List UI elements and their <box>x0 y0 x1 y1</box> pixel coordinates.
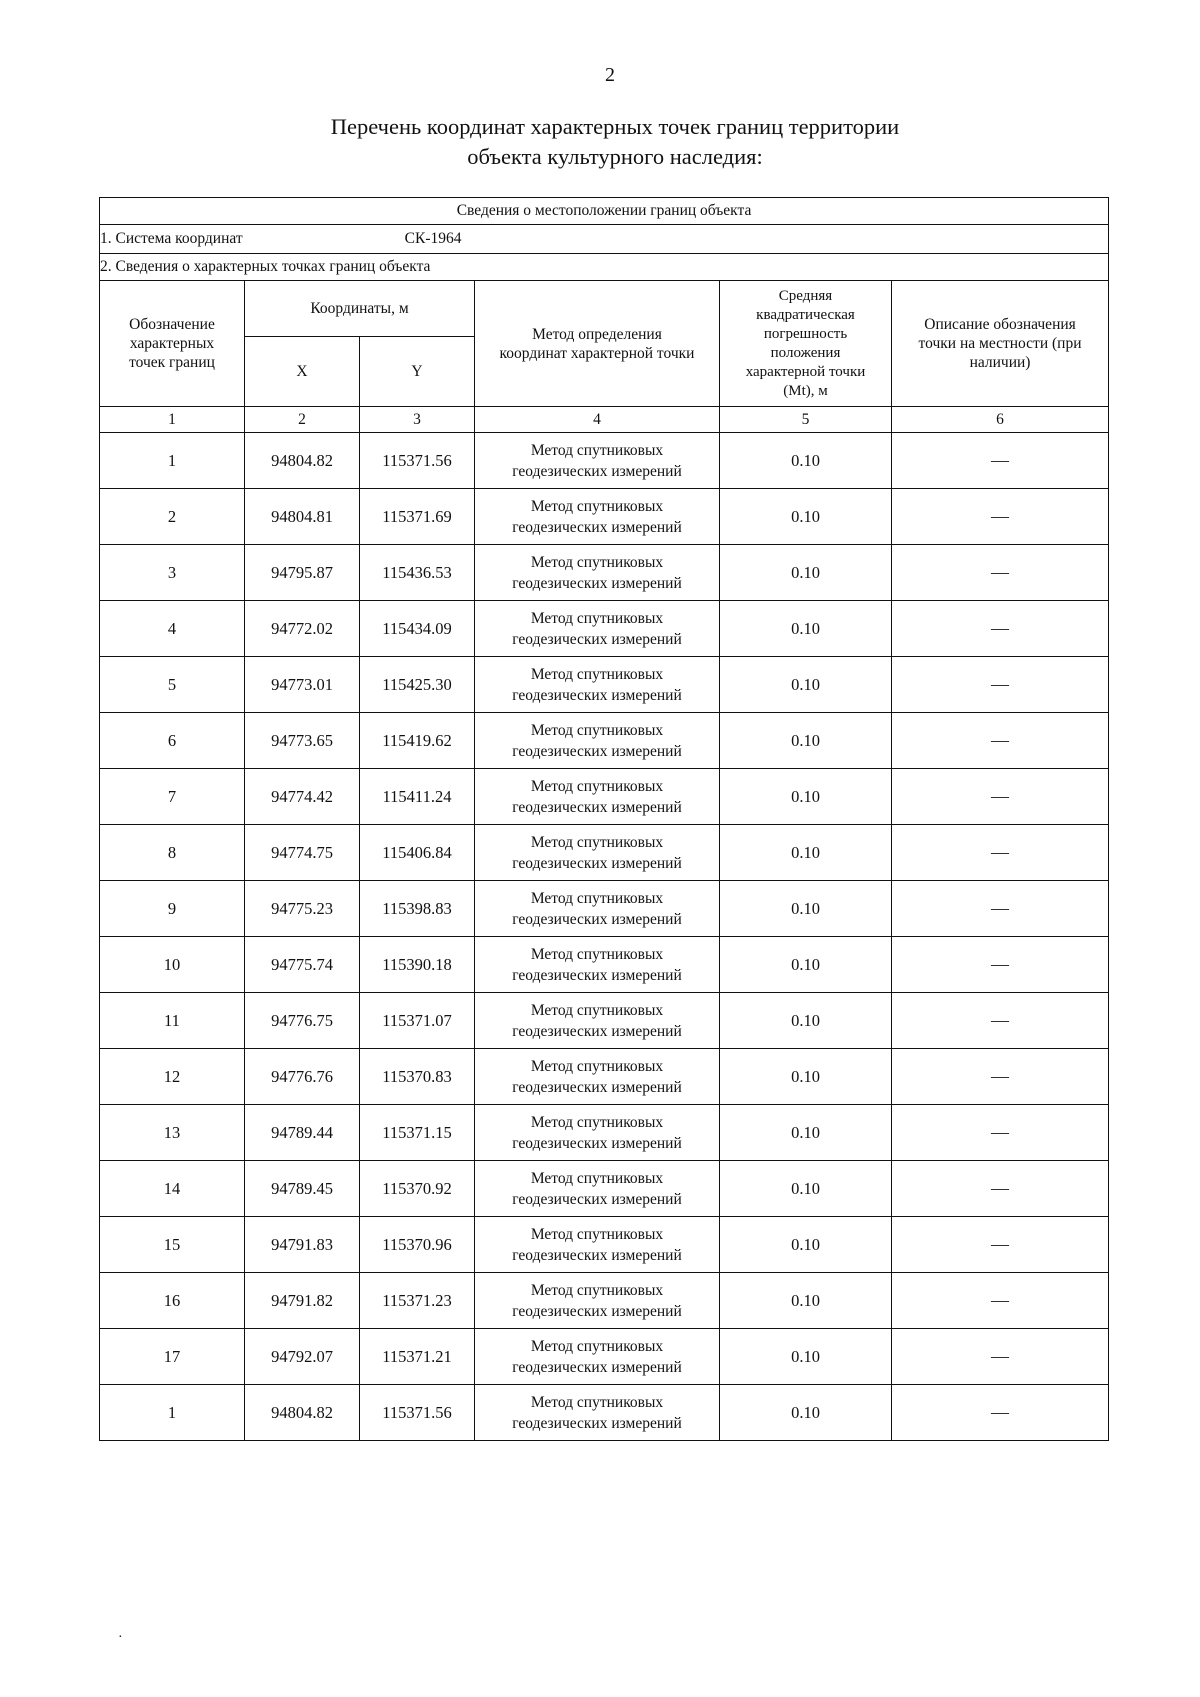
x-coordinate-cell: 94773.65 <box>245 713 360 769</box>
method-line: Метод спутниковых <box>530 441 664 459</box>
description-cell: — <box>892 881 1109 937</box>
table-row <box>100 825 1109 881</box>
table-row <box>100 545 1109 601</box>
table-row <box>100 433 1109 489</box>
accuracy-cell: 0.10 <box>720 769 892 825</box>
point-id-cell: 1 <box>100 1385 245 1441</box>
column-number: 1 <box>100 407 245 433</box>
method-line: геодезических измерений <box>512 462 682 480</box>
method-line: Метод спутниковых <box>530 1057 664 1075</box>
method-cell <box>475 937 720 993</box>
point-id-cell: 17 <box>100 1329 245 1385</box>
header-line: наличии) <box>969 354 1031 371</box>
x-coordinate-cell: 94792.07 <box>245 1329 360 1385</box>
accuracy-header <box>720 281 892 407</box>
method-cell <box>475 433 720 489</box>
method-line: Метод спутниковых <box>530 497 664 515</box>
y-coordinate-cell: 115371.23 <box>360 1273 475 1329</box>
accuracy-cell: 0.10 <box>720 1329 892 1385</box>
method-cell <box>475 713 720 769</box>
description-cell: — <box>892 489 1109 545</box>
point-id-cell: 3 <box>100 545 245 601</box>
table-row <box>100 489 1109 545</box>
method-cell <box>475 489 720 545</box>
description-cell: — <box>892 1217 1109 1273</box>
method-line: геодезических измерений <box>512 966 682 984</box>
method-line: Метод спутниковых <box>530 1113 664 1131</box>
table-row <box>100 769 1109 825</box>
y-coordinate-cell: 115419.62 <box>360 713 475 769</box>
method-cell <box>475 881 720 937</box>
x-coordinate-cell: 94773.01 <box>245 657 360 713</box>
page-number: 2 <box>605 64 615 86</box>
header-line: характерных <box>129 335 215 352</box>
method-line: геодезических измерений <box>512 1190 682 1208</box>
point-id-cell: 10 <box>100 937 245 993</box>
method-line: Метод спутниковых <box>530 833 664 851</box>
method-cell <box>475 657 720 713</box>
coordinates-header: Координаты, м <box>245 281 475 337</box>
description-cell: — <box>892 713 1109 769</box>
method-header <box>475 281 720 407</box>
point-id-cell: 11 <box>100 993 245 1049</box>
description-cell: — <box>892 545 1109 601</box>
point-id-cell: 2 <box>100 489 245 545</box>
y-coordinate-cell: 115371.15 <box>360 1105 475 1161</box>
method-cell <box>475 545 720 601</box>
method-cell <box>475 1161 720 1217</box>
accuracy-cell: 0.10 <box>720 433 892 489</box>
description-cell: — <box>892 1273 1109 1329</box>
title-line: Перечень координат характерных точек границ территории <box>330 114 900 139</box>
coord-system-row <box>100 225 1109 254</box>
x-coordinate-cell: 94775.23 <box>245 881 360 937</box>
y-coordinate-cell: 115371.07 <box>360 993 475 1049</box>
y-coordinate-cell: 115434.09 <box>360 601 475 657</box>
column-header-row <box>100 281 1109 337</box>
accuracy-cell: 0.10 <box>720 1049 892 1105</box>
accuracy-cell: 0.10 <box>720 937 892 993</box>
coordinates-table <box>99 197 1109 1441</box>
method-line: геодезических измерений <box>512 1134 682 1152</box>
y-coordinate-cell: 115370.92 <box>360 1161 475 1217</box>
point-id-cell: 12 <box>100 1049 245 1105</box>
y-coordinate-cell: 115436.53 <box>360 545 475 601</box>
method-line: Метод спутниковых <box>530 1225 664 1243</box>
method-line: Метод спутниковых <box>530 945 664 963</box>
point-id-cell: 1 <box>100 433 245 489</box>
accuracy-cell: 0.10 <box>720 545 892 601</box>
accuracy-cell: 0.10 <box>720 601 892 657</box>
y-coordinate-cell: 115370.83 <box>360 1049 475 1105</box>
description-header <box>892 281 1109 407</box>
header-line: характерной точки <box>745 363 866 380</box>
x-coordinate-cell: 94789.45 <box>245 1161 360 1217</box>
description-cell: — <box>892 1049 1109 1105</box>
point-id-cell: 4 <box>100 601 245 657</box>
y-coordinate-cell: 115371.21 <box>360 1329 475 1385</box>
x-coordinate-cell: 94774.75 <box>245 825 360 881</box>
description-cell: — <box>892 937 1109 993</box>
title-line: объекта культурного наследия: <box>467 144 763 169</box>
method-cell <box>475 1105 720 1161</box>
section-header-row <box>100 198 1109 225</box>
point-id-cell: 6 <box>100 713 245 769</box>
y-coordinate-cell: 115371.69 <box>360 489 475 545</box>
accuracy-cell: 0.10 <box>720 993 892 1049</box>
y-coordinate-cell: 115425.30 <box>360 657 475 713</box>
method-cell <box>475 1217 720 1273</box>
y-header: Y <box>360 337 475 407</box>
method-cell <box>475 1385 720 1441</box>
y-coordinate-cell: 115411.24 <box>360 769 475 825</box>
method-line: геодезических измерений <box>512 1414 682 1432</box>
method-line: геодезических измерений <box>512 854 682 872</box>
footer-mark: · <box>118 1630 123 1645</box>
method-line: геодезических измерений <box>512 742 682 760</box>
method-cell <box>475 1273 720 1329</box>
method-line: Метод спутниковых <box>530 777 664 795</box>
description-cell: — <box>892 1105 1109 1161</box>
description-cell: — <box>892 1329 1109 1385</box>
accuracy-cell: 0.10 <box>720 1273 892 1329</box>
table-row <box>100 1161 1109 1217</box>
section-header: Сведения о местоположении границ объекта <box>100 198 1109 225</box>
header-line: Описание обозначения <box>924 316 1076 333</box>
accuracy-cell: 0.10 <box>720 489 892 545</box>
designation-header <box>100 281 245 407</box>
table-row <box>100 657 1109 713</box>
header-line: точек границ <box>129 354 215 371</box>
accuracy-cell: 0.10 <box>720 881 892 937</box>
method-cell <box>475 1049 720 1105</box>
x-coordinate-cell: 94776.76 <box>245 1049 360 1105</box>
x-coordinate-cell: 94804.81 <box>245 489 360 545</box>
points-header-row <box>100 254 1109 281</box>
method-line: геодезических измерений <box>512 1022 682 1040</box>
x-coordinate-cell: 94804.82 <box>245 1385 360 1441</box>
accuracy-cell: 0.10 <box>720 1217 892 1273</box>
x-coordinate-cell: 94804.82 <box>245 433 360 489</box>
column-number: 4 <box>475 407 720 433</box>
method-line: Метод спутниковых <box>530 553 664 571</box>
table-row <box>100 881 1109 937</box>
accuracy-cell: 0.10 <box>720 1161 892 1217</box>
method-cell <box>475 601 720 657</box>
x-coordinate-cell: 94795.87 <box>245 545 360 601</box>
method-line: Метод спутниковых <box>530 665 664 683</box>
method-cell <box>475 769 720 825</box>
column-number: 5 <box>720 407 892 433</box>
method-line: Метод спутниковых <box>530 609 664 627</box>
method-line: Метод спутниковых <box>530 889 664 907</box>
y-coordinate-cell: 115398.83 <box>360 881 475 937</box>
table-row <box>100 1217 1109 1273</box>
method-line: Метод спутниковых <box>530 1337 664 1355</box>
table-row <box>100 1329 1109 1385</box>
points-header: 2. Сведения о характерных точках границ объекта <box>100 254 1109 281</box>
method-cell <box>475 825 720 881</box>
method-line: Метод спутниковых <box>530 721 664 739</box>
y-coordinate-cell: 115371.56 <box>360 1385 475 1441</box>
accuracy-cell: 0.10 <box>720 1385 892 1441</box>
method-line: геодезических измерений <box>512 910 682 928</box>
coord-system-value: СК-1964 <box>404 230 462 247</box>
method-line: геодезических измерений <box>512 1302 682 1320</box>
description-cell: — <box>892 993 1109 1049</box>
document-title <box>0 112 1200 172</box>
point-id-cell: 5 <box>100 657 245 713</box>
description-cell: — <box>892 433 1109 489</box>
header-line: (Mt), м <box>783 382 828 399</box>
accuracy-cell: 0.10 <box>720 1105 892 1161</box>
point-id-cell: 15 <box>100 1217 245 1273</box>
description-cell: — <box>892 1161 1109 1217</box>
column-numbers-row <box>100 407 1109 433</box>
accuracy-cell: 0.10 <box>720 825 892 881</box>
column-number: 6 <box>892 407 1109 433</box>
method-line: геодезических измерений <box>512 1246 682 1264</box>
x-coordinate-cell: 94789.44 <box>245 1105 360 1161</box>
y-coordinate-cell: 115371.56 <box>360 433 475 489</box>
point-id-cell: 7 <box>100 769 245 825</box>
x-coordinate-cell: 94791.83 <box>245 1217 360 1273</box>
x-coordinate-cell: 94791.82 <box>245 1273 360 1329</box>
y-coordinate-cell: 115390.18 <box>360 937 475 993</box>
table-row <box>100 1105 1109 1161</box>
table-row <box>100 993 1109 1049</box>
header-line: Метод определения <box>532 325 662 343</box>
table-row <box>100 1385 1109 1441</box>
method-line: геодезических измерений <box>512 518 682 536</box>
x-header: X <box>245 337 360 407</box>
header-line: Средняя <box>778 287 833 304</box>
column-number: 2 <box>245 407 360 433</box>
method-line: геодезических измерений <box>512 1078 682 1096</box>
description-cell: — <box>892 825 1109 881</box>
x-coordinate-cell: 94775.74 <box>245 937 360 993</box>
table-row <box>100 937 1109 993</box>
method-line: Метод спутниковых <box>530 1001 664 1019</box>
x-coordinate-cell: 94776.75 <box>245 993 360 1049</box>
table-row <box>100 601 1109 657</box>
method-line: Метод спутниковых <box>530 1169 664 1187</box>
point-id-cell: 9 <box>100 881 245 937</box>
point-id-cell: 8 <box>100 825 245 881</box>
table-row <box>100 1049 1109 1105</box>
coord-system-label: 1. Система координат <box>100 230 243 247</box>
method-line: геодезических измерений <box>512 630 682 648</box>
header-line: координат характерной точки <box>499 344 695 362</box>
method-line: Метод спутниковых <box>530 1393 664 1411</box>
method-line: Метод спутниковых <box>530 1281 664 1299</box>
method-line: геодезических измерений <box>512 1358 682 1376</box>
y-coordinate-cell: 115406.84 <box>360 825 475 881</box>
accuracy-cell: 0.10 <box>720 657 892 713</box>
method-line: геодезических измерений <box>512 574 682 592</box>
method-line: геодезических измерений <box>512 798 682 816</box>
header-line: погрешность <box>763 325 848 342</box>
header-line: квадратическая <box>756 306 855 323</box>
description-cell: — <box>892 769 1109 825</box>
point-id-cell: 13 <box>100 1105 245 1161</box>
point-id-cell: 16 <box>100 1273 245 1329</box>
description-cell: — <box>892 657 1109 713</box>
description-cell: — <box>892 601 1109 657</box>
y-coordinate-cell: 115370.96 <box>360 1217 475 1273</box>
table-row <box>100 1273 1109 1329</box>
coord-system-cell <box>100 225 1109 254</box>
header-line: положения <box>770 344 841 361</box>
point-id-cell: 14 <box>100 1161 245 1217</box>
column-number: 3 <box>360 407 475 433</box>
method-line: геодезических измерений <box>512 686 682 704</box>
method-cell <box>475 993 720 1049</box>
x-coordinate-cell: 94772.02 <box>245 601 360 657</box>
header-line: точки на местности (при <box>918 335 1082 352</box>
header-line: Обозначение <box>129 316 215 333</box>
table-row <box>100 713 1109 769</box>
description-cell: — <box>892 1385 1109 1441</box>
accuracy-cell: 0.10 <box>720 713 892 769</box>
x-coordinate-cell: 94774.42 <box>245 769 360 825</box>
method-cell <box>475 1329 720 1385</box>
